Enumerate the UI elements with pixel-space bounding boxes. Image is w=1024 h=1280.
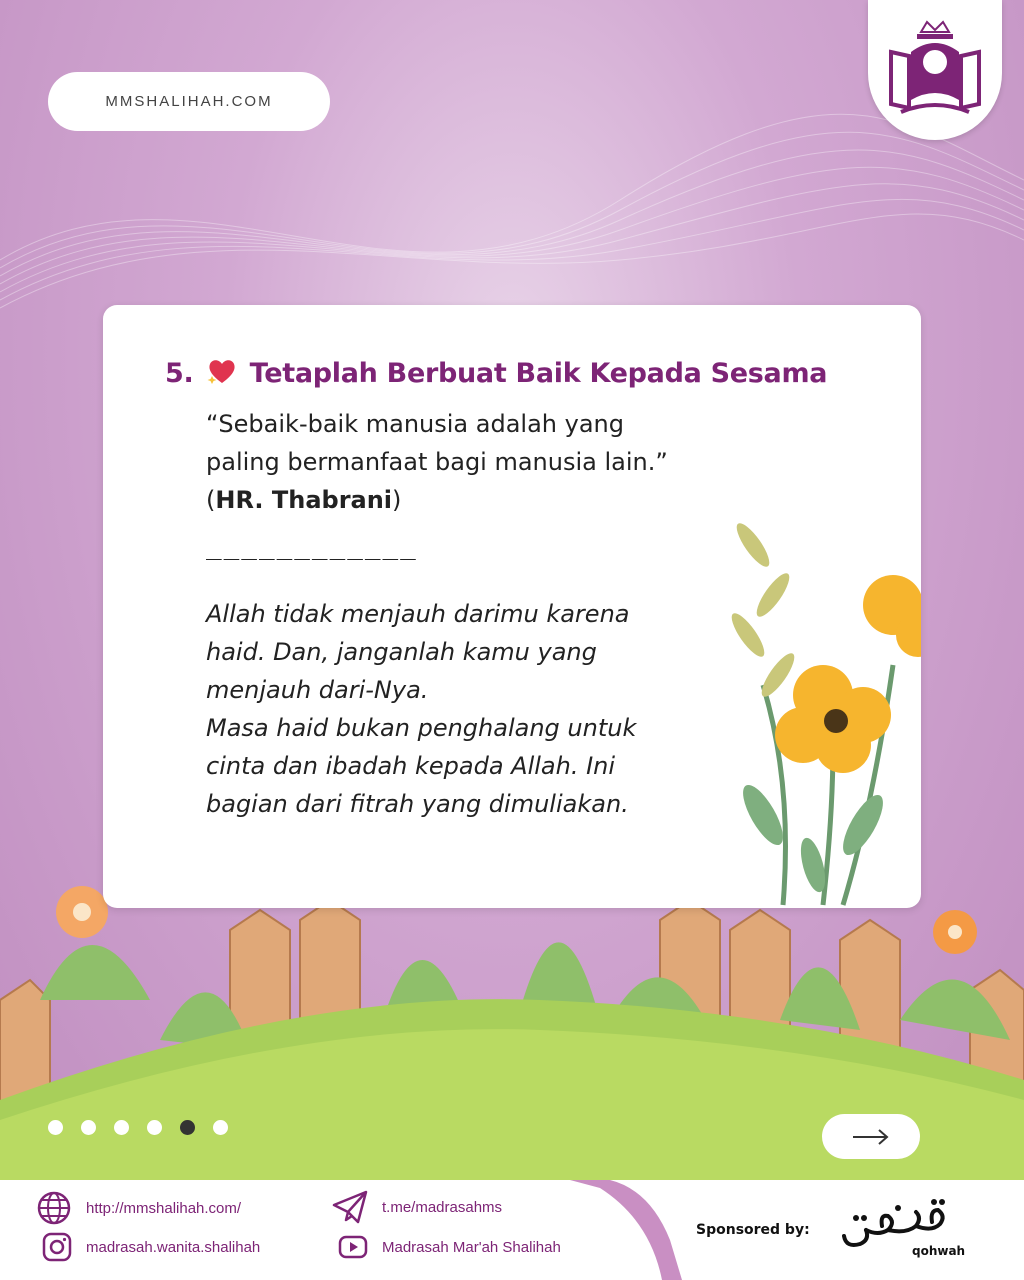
telegram-icon: [332, 1190, 368, 1224]
quote-source-name: HR. Thabrani: [215, 486, 393, 514]
globe-icon: [36, 1190, 72, 1226]
carousel-indicators: [48, 1120, 228, 1135]
carousel-dot[interactable]: [147, 1120, 162, 1135]
content-card: [103, 305, 921, 908]
footer-instagram[interactable]: [42, 1232, 260, 1262]
footer-youtube[interactable]: [338, 1234, 561, 1260]
sparkling-heart-icon: [207, 357, 237, 392]
footer-website[interactable]: [36, 1190, 241, 1226]
youtube-icon: [338, 1234, 368, 1260]
hadith-quote: [206, 405, 668, 519]
youtube-channel[interactable]: Madrasah Mar'ah Shalihah: [382, 1238, 561, 1256]
instagram-handle[interactable]: madrasah.wanita.shalihah: [86, 1238, 261, 1256]
carousel-dot[interactable]: [48, 1120, 63, 1135]
body-text: [206, 595, 636, 823]
yellow-flowers-illustration: [723, 485, 921, 908]
card-heading: [165, 357, 827, 392]
instagram-icon: [42, 1232, 72, 1262]
carousel-dot[interactable]: [81, 1120, 96, 1135]
carousel-dot-active[interactable]: [180, 1120, 195, 1135]
logo-icon: [881, 12, 989, 122]
footer-telegram[interactable]: [332, 1190, 502, 1224]
body-line: menjauh dari-Nya.: [206, 676, 429, 704]
item-number: 5.: [165, 358, 194, 389]
body-line: bagian dari fitrah yang dimuliakan.: [206, 790, 629, 818]
quote-line: “Sebaik-baik manusia adalah yang: [206, 410, 624, 438]
footer-swoosh: [570, 1180, 700, 1280]
body-line: Masa haid bukan penghalang untuk: [206, 714, 637, 742]
next-button[interactable]: [822, 1114, 920, 1159]
quote-line: paling bermanfaat bagi manusia lain.”: [206, 448, 668, 476]
divider-line: ____________: [206, 531, 418, 561]
sponsored-by-label: Sponsored by:: [696, 1222, 810, 1238]
card-title: Tetaplah Berbuat Baik Kepada Sesama: [249, 358, 828, 389]
arrow-right-icon: [851, 1127, 891, 1147]
sponsor-name: qohwah: [912, 1244, 966, 1258]
site-url-label: MMSHALIHAH.COM: [105, 93, 273, 110]
site-url-badge[interactable]: [48, 72, 330, 131]
body-line: Allah tidak menjauh darimu karena: [206, 600, 630, 628]
telegram-link[interactable]: t.me/madrasahms: [382, 1198, 503, 1216]
carousel-dot[interactable]: [213, 1120, 228, 1135]
body-line: cinta dan ibadah kepada Allah. Ini: [206, 752, 616, 780]
carousel-dot[interactable]: [114, 1120, 129, 1135]
logo-badge: [868, 0, 1002, 140]
quote-source: (HR. Thabrani): [206, 486, 402, 514]
website-link[interactable]: http://mmshalihah.com/: [86, 1199, 242, 1217]
body-line: haid. Dan, janganlah kamu yang: [206, 638, 597, 666]
